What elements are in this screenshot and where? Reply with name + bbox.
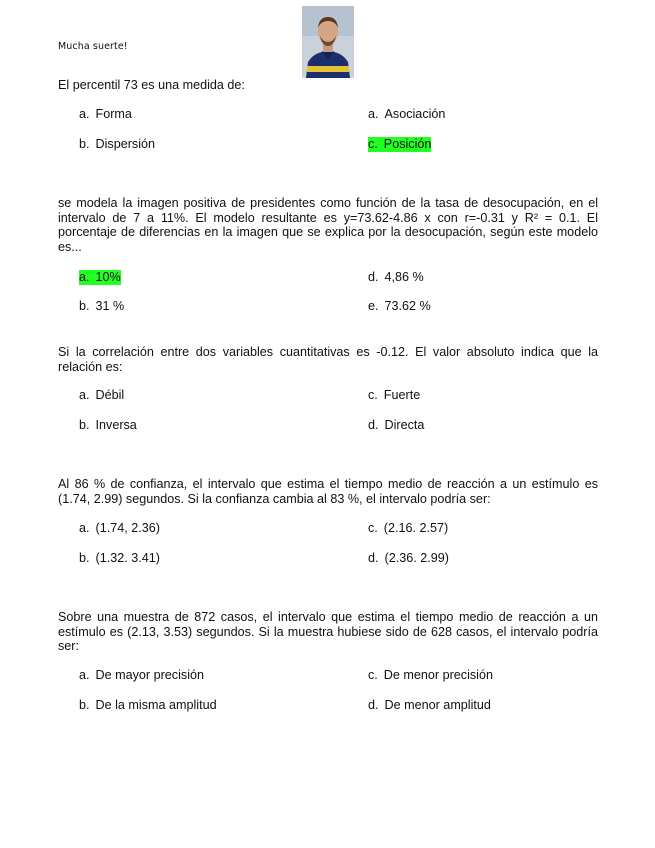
option-label: (1.32. 3.41) [95, 551, 160, 565]
option-label: Directa [384, 418, 425, 432]
option-label: Posición [383, 137, 432, 151]
question-2-option-b[interactable] [79, 299, 124, 314]
question-4-option-d[interactable] [368, 551, 449, 566]
greeting-text: Mucha suerte! [58, 41, 128, 52]
option-letter: a. [79, 521, 90, 535]
question-2-option-a-highlighted[interactable] [79, 270, 121, 285]
option-letter: a. [79, 107, 90, 121]
question-5-option-d[interactable] [368, 698, 491, 713]
option-letter: c. [368, 137, 378, 151]
question-1-option-c-highlighted[interactable] [368, 137, 431, 152]
question-2-option-d[interactable] [368, 270, 424, 285]
question-2-option-e[interactable] [368, 299, 431, 314]
question-1-text: El percentil 73 es una medida de: [58, 78, 245, 92]
option-letter: a. [79, 388, 90, 402]
option-label: Forma [95, 107, 132, 121]
option-label: 73.62 % [384, 299, 431, 313]
option-letter: c. [368, 668, 378, 682]
question-5-option-c[interactable] [368, 668, 493, 683]
option-letter: d. [368, 551, 379, 565]
question-5-text: Sobre una muestra de 872 casos, el intervalo que estima el tiempo medio de reacción a un estímulo es (2.13, 3.53) segundos. Si la muestra hubiese sido de 628 casos, el intervalo podría ser: [58, 610, 598, 654]
option-label: De menor amplitud [384, 698, 491, 712]
option-label: De menor precisión [383, 668, 493, 682]
question-3-option-a[interactable] [79, 388, 124, 403]
question-4-text: Al 86 % de confianza, el intervalo que estima el tiempo medio de reacción a un estímulo es (1.74, 2.99) segundos. Si la confianza cambia al 83 %, el intervalo podría ser: [58, 477, 598, 506]
option-label: 4,86 % [384, 270, 424, 284]
option-letter: b. [79, 299, 90, 313]
option-letter: a. [79, 668, 90, 682]
option-label: (2.36. 2.99) [384, 551, 449, 565]
question-5-option-b[interactable] [79, 698, 217, 713]
question-1-option-a[interactable] [79, 107, 132, 122]
question-4-option-a[interactable] [79, 521, 160, 536]
question-1-option-a-right[interactable] [368, 107, 445, 122]
option-label: (2.16. 2.57) [383, 521, 449, 535]
option-letter: d. [368, 270, 379, 284]
option-label: De la misma amplitud [95, 698, 217, 712]
option-letter: b. [79, 551, 90, 565]
question-5-option-a[interactable] [79, 668, 204, 683]
question-3-option-c[interactable] [368, 388, 420, 403]
option-letter: b. [79, 698, 90, 712]
question-3-option-b[interactable] [79, 418, 137, 433]
option-letter: d. [368, 418, 379, 432]
option-label: Fuerte [383, 388, 421, 402]
option-letter: a. [368, 107, 379, 121]
option-letter: d. [368, 698, 379, 712]
option-letter: a. [79, 270, 90, 284]
option-label: Dispersión [95, 137, 156, 151]
option-letter: e. [368, 299, 379, 313]
question-3-option-d[interactable] [368, 418, 424, 433]
question-4-option-c[interactable] [368, 521, 448, 536]
player-photo [302, 6, 354, 78]
portrait-image [302, 6, 354, 78]
option-letter: b. [79, 137, 90, 151]
option-letter: c. [368, 521, 378, 535]
question-4-option-b[interactable] [79, 551, 160, 566]
option-label: 10% [95, 270, 121, 284]
question-3-text: Si la correlación entre dos variables cuantitativas es -0.12. El valor absoluto indica que la relación es: [58, 345, 598, 374]
option-label: (1.74, 2.36) [95, 521, 160, 535]
question-1-option-b[interactable] [79, 137, 155, 152]
option-label: Inversa [95, 418, 137, 432]
option-label: De mayor precisión [95, 668, 205, 682]
option-label: Asociación [384, 107, 446, 121]
option-label: Débil [95, 388, 125, 402]
option-letter: b. [79, 418, 90, 432]
option-letter: c. [368, 388, 378, 402]
question-2-text: se modela la imagen positiva de presidentes como función de la tasa de desocupación, en el intervalo de 7 a 11%. El modelo resultante es y=73.62-4.86 x con r=-0.31 y R² = 0.1. El porcentaje de diferencias en la imagen que se explica por la desocupación, según este modelo es... [58, 196, 598, 254]
option-label: 31 % [95, 299, 125, 313]
